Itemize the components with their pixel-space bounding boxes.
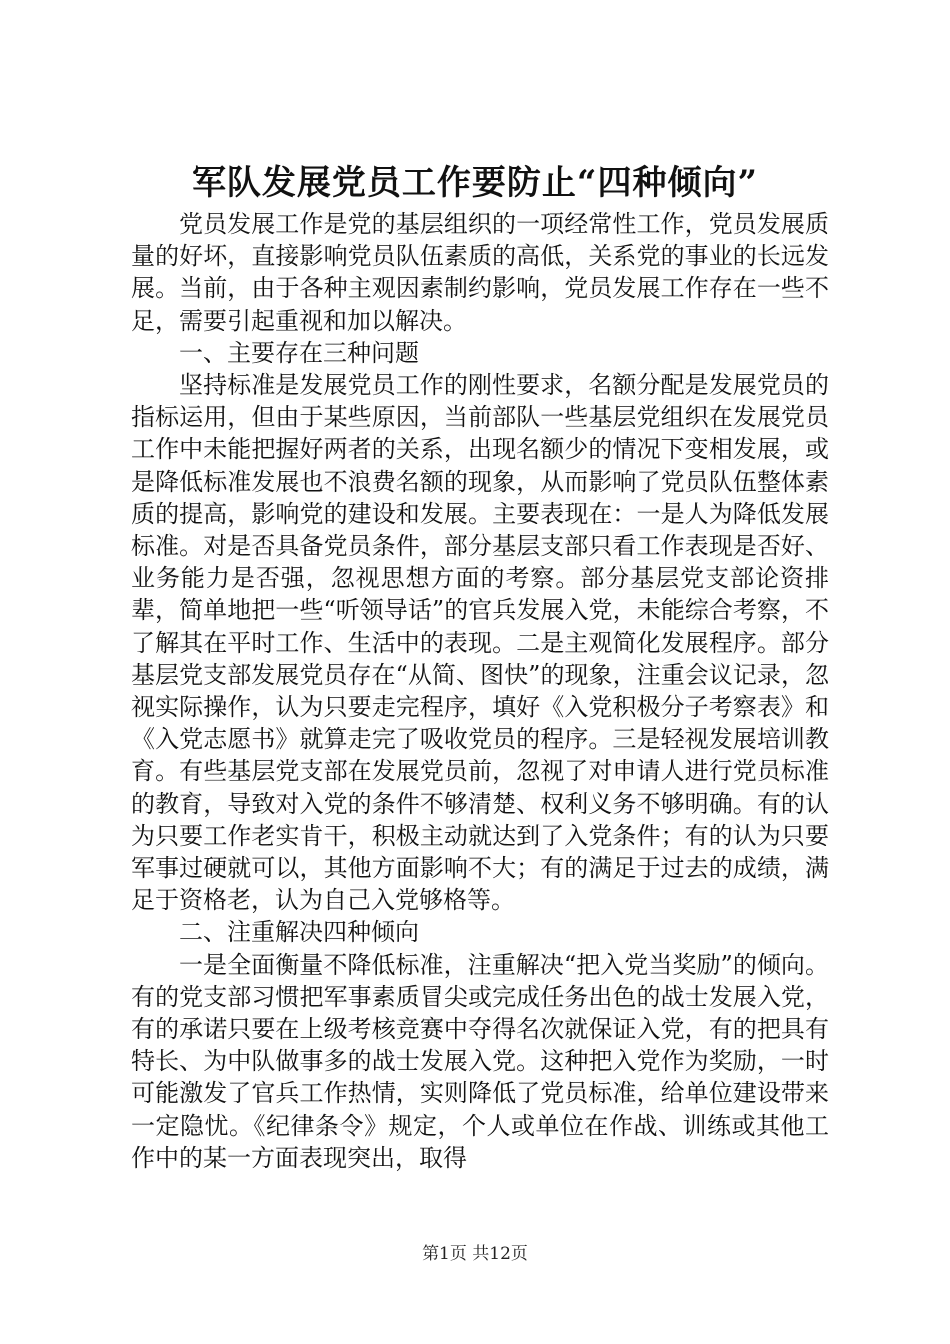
page-footer	[0, 1243, 950, 1265]
document-body	[131, 208, 829, 1174]
paragraph-intro: 党员发展工作是党的基层组织的一项经常性工作，党员发展质量的好坏，直接影响党员队伍素质的高低，关系党的事业的长远发展。当前，由于各种主观因素制约影响，党员发展工作存在一些不足，需要引起重视和加以解决。	[131, 210, 829, 335]
paragraph-tendencies: 一是全面衡量不降低标准，注重解决“把入党当奖励”的倾向。有的党支部习惯把军事素质冒尖或完成任务出色的战士发展入党，有的承诺只要在上级考核竞赛中夺得名次就保证入党，有的把具有特长、为中队做事多的战士发展入党。这种把入党作为奖励，一时可能激发了官兵工作热情，实则降低了党员标准，给单位建设带来一定隐忧。《纪律条令》规定，个人或单位在作战、训练或其他工作中的某一方面表现突出，取得	[131, 950, 829, 1172]
document-title: 军队发展党员工作要防止“四种倾向”	[191, 163, 759, 203]
paragraph-problems: 坚持标准是发展党员工作的刚性要求，名额分配是发展党员的指标运用，但由于某些原因，当前部队一些基层党组织在发展党员工作中未能把握好两者的关系，出现名额少的情况下变相发展，或是降低标准发展也不浪费名额的现象，从而影响了党员队伍整体素质的提高，影响党的建设和发展。主要表现在：一是人为降低发展标准。对是否具备党员条件，部分基层支部只看工作表现是否好、业务能力是否强，忽视思想方面的考察。部分基层党支部论资排辈，简单地把一些“听领导话”的官兵发展入党，未能综合考察，不了解其在平时工作、生活中的表现。二是主观简化发展程序。部分基层党支部发展党员存在“从简、图快”的现象，注重会议记录，忽视实际操作，认为只要走完程序，填好《入党积极分子考察表》和《入党志愿书》就算走完了吸收党员的程序。三是轻视发展培训教育。有些基层党支部在发展党员前，忽视了对申请人进行党员标准的教育，导致对入党的条件不够清楚、权利义务不够明确。有的认为只要工作老实肯干，积极主动就达到了入党条件；有的认为只要军事过硬就可以，其他方面影响不大；有的满足于过去的成绩，满足于资格老，认为自己入党够格等。	[131, 371, 829, 915]
page-total: 共12页	[472, 1244, 528, 1264]
section-heading-2: 二、注重解决四种倾向	[179, 918, 419, 947]
page-number: 第1页	[422, 1244, 467, 1264]
section-heading-1: 一、主要存在三种问题	[179, 338, 419, 367]
